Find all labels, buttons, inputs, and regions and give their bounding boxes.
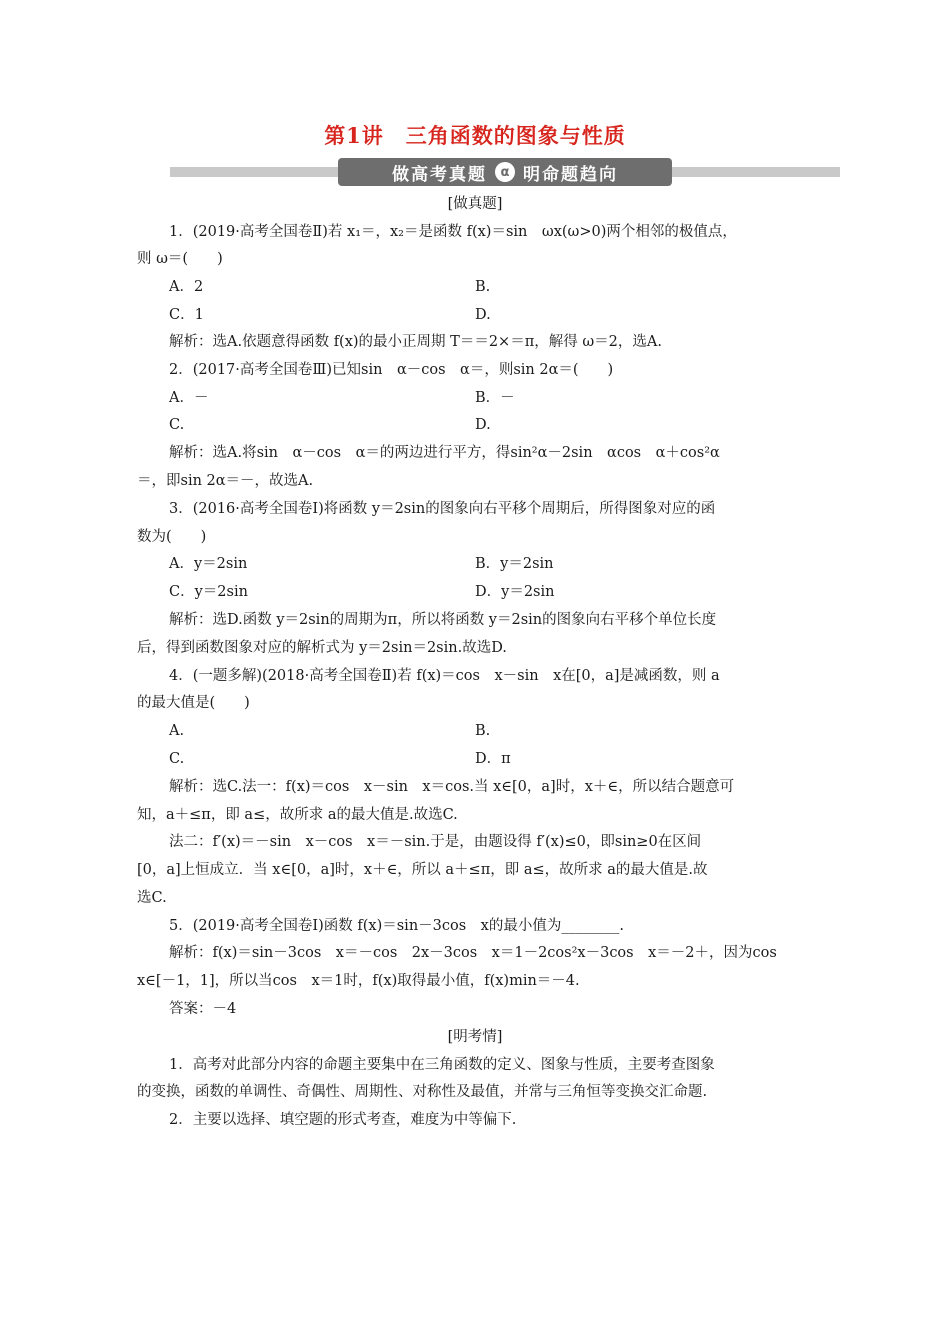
q4-method2-line1: 法二：f′(x)＝－sin x－cos x＝－sin.于是，由题设得 f′(x)≤0，即sin≥0在区间: [169, 834, 702, 850]
q2-option-d: D.: [475, 417, 491, 433]
q4-stem-line2: 的最大值是( ): [137, 695, 250, 711]
q5-analysis-line1: 解析：f(x)＝sin－3cos x＝－cos 2x－3cos x＝1－2cos²x－3cos x＝－2＋，因为cos: [169, 945, 777, 961]
q3-option-d: D．y＝2sin: [475, 584, 555, 600]
q1-analysis: 解析：选A.依题意得函数 f(x)的最小正周期 T＝＝2×＝π，解得 ω＝2，选A.: [169, 334, 662, 350]
q2-stem: 2．(2017·高考全国卷Ⅲ)已知sin α－cos α＝，则sin 2α＝( ): [169, 362, 614, 378]
q3-option-c: C．y＝2sin: [169, 584, 248, 600]
trend-point1-line2: 的变换，函数的单调性、奇偶性、周期性、对称性及最值，并常与三角恒等变换交汇命题.: [137, 1084, 708, 1100]
q2-option-a: A．－: [169, 390, 209, 406]
trend-point1-line1: 1．高考对此部分内容的命题主要集中在三角函数的定义、图象与性质，主要考查图象: [169, 1057, 715, 1073]
q1-option-c: C．1: [169, 307, 204, 323]
banner-right-text: 明命题趋向: [523, 164, 618, 185]
banner-pill: [338, 158, 672, 186]
q2-analysis-line1: 解析：选A.将sin α－cos α＝的两边进行平方，得sin²α－2sin αcos α＋cos²α: [169, 445, 720, 461]
q4-analysis-line2: 知，a＋≤π，即 a≤，故所求 a的最大值是.故选C.: [137, 807, 458, 823]
section-heading-real-questions: [做真题]: [447, 196, 503, 212]
q4-option-d: D．π: [475, 751, 511, 767]
q1-option-b: B.: [475, 279, 491, 295]
q1-option-a: A．2: [169, 279, 204, 295]
q2-analysis-line2: ＝，即sin 2α＝－，故选A.: [137, 473, 314, 489]
q3-stem-line1: 3．(2016·高考全国卷Ⅰ)将函数 y＝2sin的图象向右平移个周期后，所得图象对应的函: [169, 501, 716, 517]
q3-option-a: A．y＝2sin: [169, 556, 248, 572]
q5-analysis-line2: x∈[－1，1]，所以当cos x＝1时，f(x)取得最小值，f(x)min＝－4.: [137, 973, 580, 989]
section-banner: [170, 158, 840, 186]
q1-option-d: D.: [475, 307, 491, 323]
banner-right-bar: [660, 167, 840, 177]
q1-stem-line2: 则 ω＝( ): [137, 251, 223, 267]
banner-left-text: 做高考真题: [392, 164, 487, 185]
section-heading-exam-trends: [明考情]: [447, 1029, 503, 1045]
page-title: 第1讲 三角函数的图象与性质: [324, 123, 626, 148]
q4-method2-line2: [0，a]上恒成立．当 x∈[0，a]时，x＋∈，所以 a＋≤π，即 a≤，故所求 a的最大值是.故: [137, 862, 708, 878]
q4-stem-line1: 4．(一题多解)(2018·高考全国卷Ⅱ)若 f(x)＝cos x－sin x在[0，a]是减函数，则 a: [169, 668, 720, 684]
trend-point2: 2．主要以选择、填空题的形式考查，难度为中等偏下.: [169, 1112, 517, 1128]
q2-option-c: C.: [169, 417, 185, 433]
q5-stem: 5．(2019·高考全国卷Ⅰ)函数 f(x)＝sin－3cos x的最小值为________.: [169, 918, 624, 934]
q4-option-b: B.: [475, 723, 491, 739]
q4-method2-line3: 选C.: [137, 890, 167, 906]
q3-analysis-line1: 解析：选D.函数 y＝2sin的周期为π，所以将函数 y＝2sin的图象向右平移个单位长度: [169, 612, 717, 628]
q1-stem-line1: 1．(2019·高考全国卷Ⅱ)若 x₁＝，x₂＝是函数 f(x)＝sin ωx(ω>0)两个相邻的极值点，: [169, 224, 737, 240]
q4-analysis-line1: 解析：选C.法一：f(x)＝cos x－sin x＝cos.当 x∈[0，a]时，x＋∈，所以结合题意可: [169, 779, 735, 795]
alpha-icon: α: [495, 162, 515, 182]
q3-stem-line2: 数为( ): [137, 529, 207, 545]
q4-option-c: C.: [169, 751, 185, 767]
q4-option-a: A.: [169, 723, 185, 739]
q2-option-b: B．－: [475, 390, 515, 406]
q3-option-b: B．y＝2sin: [475, 556, 554, 572]
q3-analysis-line2: 后，得到函数图象对应的解析式为 y＝2sin＝2sin.故选D.: [137, 640, 507, 656]
banner-left-bar: [170, 167, 350, 177]
q5-answer: 答案：－4: [169, 1001, 237, 1017]
